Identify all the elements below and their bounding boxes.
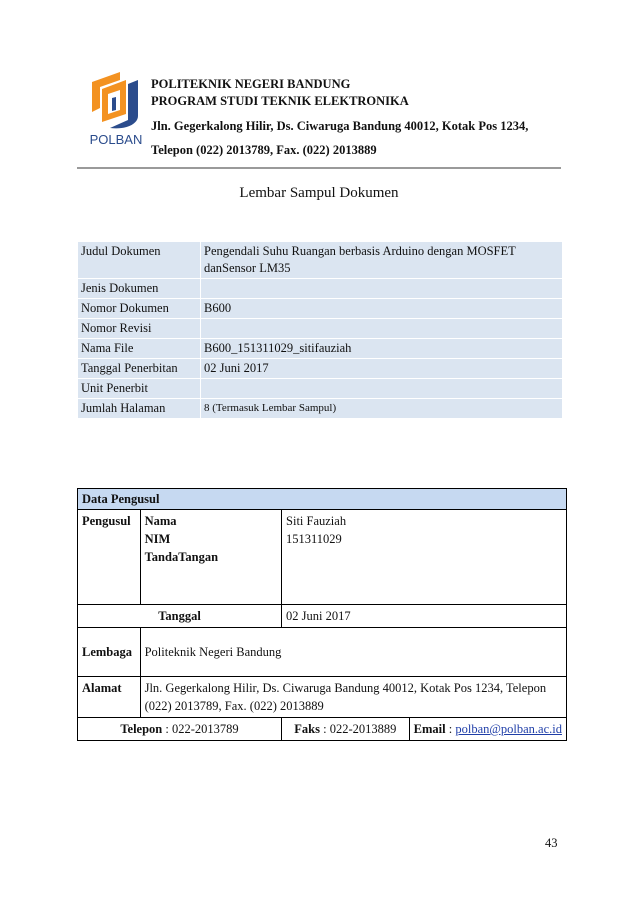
- meta-label: Tanggal Penerbitan: [78, 359, 201, 379]
- table-row: [78, 379, 563, 399]
- meta-value-line2: danSensor LM35: [204, 261, 291, 275]
- table-row: [78, 299, 563, 319]
- empty-cell: [140, 586, 281, 605]
- letterhead: [151, 76, 528, 159]
- lembaga-value: Politeknik Negeri Bandung: [140, 628, 566, 677]
- table-row: [78, 605, 567, 628]
- telepon-value: : 022-2013789: [165, 722, 239, 736]
- table-row: [78, 489, 567, 510]
- nim-value: 151311029: [286, 532, 342, 546]
- table-row: [78, 279, 563, 299]
- empty-cell: [282, 586, 567, 605]
- empty-cell: [282, 568, 567, 586]
- nama-label: Nama: [144, 514, 177, 528]
- table-row: [78, 339, 563, 359]
- meta-value: [201, 319, 563, 339]
- meta-value-line1: Pengendali Suhu Ruangan berbasis Arduino dengan MOSFET: [204, 244, 516, 258]
- meta-value: B600: [201, 299, 563, 319]
- faks-label: Faks: [294, 722, 320, 736]
- logo-text: POLBAN: [89, 132, 143, 147]
- faks-cell: [282, 718, 410, 741]
- meta-value: 02 Juni 2017: [201, 359, 563, 379]
- document-meta-table: [77, 241, 563, 419]
- meta-label: Nama File: [78, 339, 201, 359]
- email-cell: [409, 718, 566, 741]
- meta-value: [201, 379, 563, 399]
- table-row: [78, 510, 567, 569]
- email-label: Email: [413, 722, 446, 736]
- institution-name: POLITEKNIK NEGERI BANDUNG: [151, 77, 351, 91]
- institution-address: Jln. Gegerkalong Hilir, Ds. Ciwaruga Bandung 40012, Kotak Pos 1234,: [151, 119, 529, 133]
- pengusul-field-values: [282, 510, 567, 569]
- table-row: [78, 718, 567, 741]
- meta-label: Nomor Dokumen: [78, 299, 201, 319]
- table-row: [78, 677, 567, 718]
- meta-label: Jumlah Halaman: [78, 399, 201, 419]
- table-row: [78, 586, 567, 605]
- table-row: [78, 399, 563, 419]
- page-number: 43: [545, 836, 558, 850]
- table-row: [78, 628, 567, 677]
- meta-value: [201, 279, 563, 299]
- institution-phone: Telepon (022) 2013789, Fax. (022) 2013889: [151, 143, 377, 157]
- nama-value: Siti Fauziah: [286, 514, 347, 528]
- table-row: [78, 319, 563, 339]
- meta-label: Jenis Dokumen: [78, 279, 201, 299]
- empty-cell: [140, 568, 281, 586]
- telepon-label: Telepon: [120, 722, 163, 736]
- ttd-label: TandaTangan: [144, 550, 219, 564]
- pengusul-field-labels: [140, 510, 281, 569]
- meta-label: Nomor Revisi: [78, 319, 201, 339]
- lembaga-label: Lembaga: [78, 628, 141, 677]
- pengusul-table: [77, 488, 567, 741]
- tanggal-value: 02 Juni 2017: [282, 605, 567, 628]
- email-link[interactable]: polban@polban.ac.id: [455, 722, 562, 736]
- meta-label: Unit Penerbit: [78, 379, 201, 399]
- program-name: PROGRAM STUDI TEKNIK ELEKTRONIKA: [151, 94, 409, 108]
- header-divider: [77, 167, 561, 169]
- document-title: Lembar Sampul Dokumen: [239, 185, 399, 201]
- telepon-cell: [78, 718, 282, 741]
- meta-value: B600_151311029_sitifauziah: [201, 339, 563, 359]
- empty-cell: [78, 568, 141, 586]
- email-separator: :: [445, 722, 456, 736]
- nim-label: NIM: [144, 532, 171, 546]
- tanggal-label: Tanggal: [78, 605, 282, 628]
- alamat-label: Alamat: [78, 677, 141, 718]
- meta-value: [201, 242, 563, 279]
- faks-value: : 022-2013889: [323, 722, 397, 736]
- table-row: [78, 242, 563, 279]
- empty-cell: [78, 586, 141, 605]
- table-row: [78, 359, 563, 379]
- alamat-value: Jln. Gegerkalong Hilir, Ds. Ciwaruga Bandung 40012, Kotak Pos 1234, Telepon (022) 2013789, Fax. (022) 2013889: [140, 677, 566, 718]
- meta-label: Judul Dokumen: [78, 242, 201, 279]
- pengusul-header: Data Pengusul: [78, 489, 567, 510]
- table-row: [78, 568, 567, 586]
- meta-value: 8 (Termasuk Lembar Sampul): [201, 399, 563, 419]
- polban-logo: [86, 70, 146, 150]
- pengusul-label: Pengusul: [78, 510, 141, 569]
